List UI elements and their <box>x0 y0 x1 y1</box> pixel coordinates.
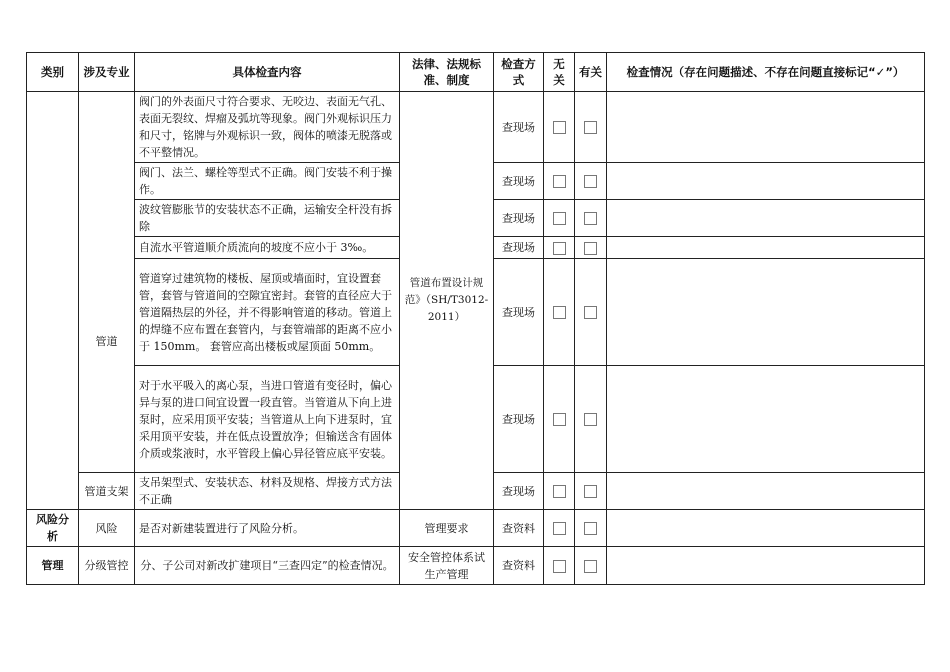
header-standard: 法律、法规标准、制度 <box>400 53 494 92</box>
content-cell: 阀门、法兰、螺栓等型式不正确。阀门安装不利于操作。 <box>135 163 400 200</box>
header-row <box>27 53 925 92</box>
applicable-cell <box>575 200 607 237</box>
content-cell: 对于水平吸入的离心泵，当进口管道有变径时，偏心异与泵的进口间宜设置一段直管。当管道从下向上进泵时，应采用顶平安装；当管道从上向下进泵时，宜采用顶平安装，并在低点设置放净；但输送含有固体介质或浆液时，水平管段上偏心异径管应底平安装。 <box>135 366 400 473</box>
method-cell: 查现场 <box>494 259 544 366</box>
not-applicable-checkbox[interactable] <box>553 121 566 134</box>
result-cell[interactable] <box>607 92 925 163</box>
not-applicable-cell <box>544 510 575 547</box>
standard-cell: 管道布置设计规范》（SH/T3012-2011） <box>400 92 494 510</box>
not-applicable-checkbox[interactable] <box>553 242 566 255</box>
not-applicable-checkbox[interactable] <box>553 522 566 535</box>
applicable-cell <box>575 547 607 585</box>
method-cell: 查现场 <box>494 92 544 163</box>
applicable-cell <box>575 510 607 547</box>
header-category: 类别 <box>27 53 79 92</box>
applicable-checkbox[interactable] <box>584 242 597 255</box>
discipline-cell <box>79 92 135 473</box>
not-applicable-checkbox[interactable] <box>553 413 566 426</box>
not-applicable-checkbox[interactable] <box>553 560 566 573</box>
discipline-cell: 管道支架 <box>79 473 135 510</box>
not-applicable-checkbox[interactable] <box>553 175 566 188</box>
method-cell: 查现场 <box>494 366 544 473</box>
not-applicable-cell <box>544 92 575 163</box>
result-cell[interactable] <box>607 547 925 585</box>
content-cell: 阀门的外表面尺寸符合要求、无咬边、表面无气孔、表面无裂纹、焊瘤及弧坑等现象。阀门外观标识压力和尺寸，铭牌与外观标识一致，阀体的喷漆无脱落或不平整情况。 <box>135 92 400 163</box>
not-applicable-cell <box>544 547 575 585</box>
not-applicable-checkbox[interactable] <box>553 485 566 498</box>
applicable-checkbox[interactable] <box>584 485 597 498</box>
not-applicable-checkbox[interactable] <box>553 306 566 319</box>
inspection-table <box>26 52 925 585</box>
not-applicable-checkbox[interactable] <box>553 212 566 225</box>
table-row <box>27 547 925 585</box>
standard-cell: 管理要求 <box>400 510 494 547</box>
header-not-applicable: 无关 <box>544 53 575 92</box>
content-cell: 分、子公司对新改扩建项目“三查四定”的检查情况。 <box>135 547 400 585</box>
applicable-checkbox[interactable] <box>584 306 597 319</box>
method-cell: 查现场 <box>494 473 544 510</box>
not-applicable-cell <box>544 366 575 473</box>
table-row <box>27 510 925 547</box>
method-cell: 查现场 <box>494 237 544 259</box>
applicable-cell <box>575 366 607 473</box>
content-cell: 波纹管膨胀节的安装状态不正确，运输安全杆没有拆除 <box>135 200 400 237</box>
not-applicable-cell <box>544 473 575 510</box>
applicable-checkbox[interactable] <box>584 413 597 426</box>
applicable-cell <box>575 92 607 163</box>
applicable-checkbox[interactable] <box>584 560 597 573</box>
result-cell[interactable] <box>607 259 925 366</box>
method-cell: 查资料 <box>494 510 544 547</box>
table-row <box>27 92 925 163</box>
category-cell <box>27 92 79 510</box>
not-applicable-cell <box>544 163 575 200</box>
category-cell: 风险分析 <box>27 510 79 547</box>
applicable-checkbox[interactable] <box>584 522 597 535</box>
applicable-cell <box>575 163 607 200</box>
discipline-cell: 风险 <box>79 510 135 547</box>
result-cell[interactable] <box>607 200 925 237</box>
not-applicable-cell <box>544 200 575 237</box>
header-content: 具体检查内容 <box>135 53 400 92</box>
method-cell: 查资料 <box>494 547 544 585</box>
discipline-cell: 分级管控 <box>79 547 135 585</box>
applicable-cell <box>575 473 607 510</box>
header-discipline: 涉及专业 <box>79 53 135 92</box>
applicable-cell <box>575 237 607 259</box>
applicable-cell <box>575 259 607 366</box>
method-cell: 查现场 <box>494 163 544 200</box>
method-cell: 查现场 <box>494 200 544 237</box>
not-applicable-cell <box>544 237 575 259</box>
content-cell: 支吊架型式、安装状态、材料及规格、焊接方式方法不正确 <box>135 473 400 510</box>
result-cell[interactable] <box>607 163 925 200</box>
not-applicable-cell <box>544 259 575 366</box>
category-cell: 管理 <box>27 547 79 585</box>
content-cell: 自流水平管道顺介质流向的坡度不应小于 3‰。 <box>135 237 400 259</box>
result-cell[interactable] <box>607 237 925 259</box>
applicable-checkbox[interactable] <box>584 175 597 188</box>
header-method: 检查方式 <box>494 53 544 92</box>
result-cell[interactable] <box>607 366 925 473</box>
header-result: 检查情况（存在问题描述、不存在问题直接标记“✓”） <box>607 53 925 92</box>
content-cell: 管道穿过建筑物的楼板、屋顶或墙面时，宜设置套管，套管与管道间的空隙宜密封。套管的直径应大于管道隔热层的外径，并不得影响管道的移动。管道上的焊缝不应布置在套管内，与套管端部的距离不应小于 150mm。 套管应高出楼板或屋顶面 50mm。 <box>135 259 400 366</box>
applicable-checkbox[interactable] <box>584 121 597 134</box>
result-cell[interactable] <box>607 473 925 510</box>
header-applicable: 有关 <box>575 53 607 92</box>
result-cell[interactable] <box>607 510 925 547</box>
applicable-checkbox[interactable] <box>584 212 597 225</box>
standard-cell: 安全管控体系试生产管理 <box>400 547 494 585</box>
discipline-label: 管道 <box>95 335 118 348</box>
content-cell: 是否对新建装置进行了风险分析。 <box>135 510 400 547</box>
